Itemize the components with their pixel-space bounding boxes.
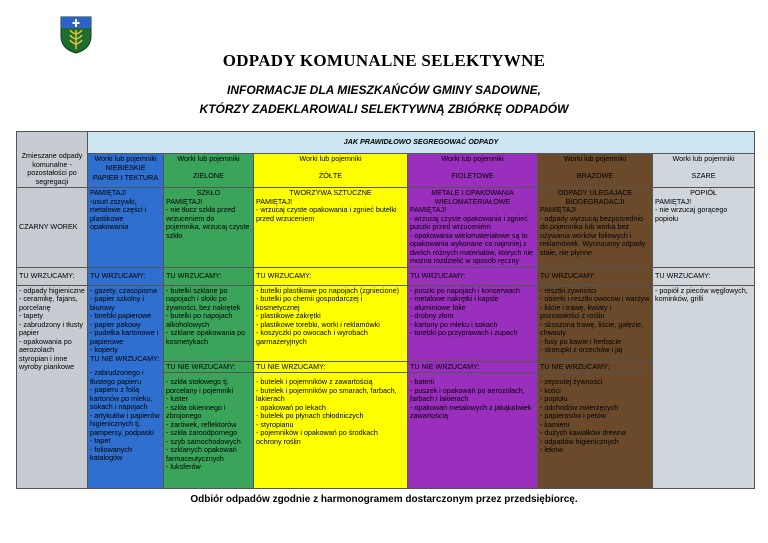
material-label: POPIÓŁ [690, 188, 717, 197]
warning-gray [653, 188, 755, 268]
items-list: - puszki po napojach i konserwach - metalowe nakrętki i kapsle - aluminiowe folie - drobny złom - kartony po mleku i sokach - torebki po przyprawach i zupach [410, 285, 520, 337]
bin-color-label: BRĄZOWE [576, 170, 614, 180]
not-throw-label: TU NIE WRZUCAMY: [408, 361, 537, 373]
bin-violet [408, 154, 538, 188]
warning-text: PAMIĘTAJ! - odpady wyrzucaj bezpośrednio do pojemnika lub worka bez używania worków foliowych i reklamówek. Wyrzucamy odpady stałe, nie płynne [540, 205, 646, 257]
material-label: PAPIER I TEKTURA [92, 173, 159, 182]
items-blue [88, 285, 164, 488]
mixed-items: - odpady higieniczne - ceramikę, fajans, porcelanę - tapety - zabrudzony i tłusty papier - opakowania po aerozolach styropian i inne wyroby piankowe [17, 285, 88, 488]
bin-gray [653, 154, 755, 188]
not-throw-label: TU NIE WRZUCAMY: [538, 361, 652, 373]
material-label: SZKŁO [196, 188, 221, 197]
bin-brown [538, 154, 653, 188]
bin-label: Worki lub pojemniki [672, 154, 735, 163]
footer-note: Odbiór odpadów zgodnie z harmonogramem dostarczonym przez przedsiębiorcę. [190, 494, 578, 505]
warning-text: PAMIĘTAJ! - wrzucaj czyste opakowania i zgnieć puszki przed wrzuceniem - opakowania wielomateriałowe są to opakowania wykonane co najmniej z dwóch różnych materiałów, których nie można rozdzielić w sposób ręczny [410, 205, 534, 265]
page-subtitle-line2: KTÓRZY ZADEKLAROWALI SELEKTYWNĄ ZBIÓRKĘ ODPADÓW [199, 102, 569, 116]
items-yellow [254, 285, 408, 488]
warning-text: PAMIĘTAJ! - wrzucaj czyste opakowania i zgnieć butelki przed wrzuceniem [256, 196, 397, 223]
not-throw-label: TU NIE WRZUCAMY: [254, 361, 407, 373]
not-items-list: - szkła stołowego tj. porcelany i pojemniki - luster - szkła okiennego i zbrojonego - żarówek, reflektorów - szkła żaroodpornego - szyb samochodowych - szklanych opakowań farmaceutycznych - luksferów [164, 372, 253, 472]
warning-blue: PAMIĘTAJ! -usuń zszywki, metalowe części i plastikowe opakowania [88, 188, 164, 268]
items-list: - butelki plastikowe po napojach (zgniecione) - butelki po chemii gospodarczej i kosmetycznej - plastikowe zakrętki - plastikowe torebki, worki i reklamówki - koszyczki po owocach i wyrobach garmażeryjnych [256, 285, 400, 346]
page-subtitle-line1: INFORMACJE DLA MIESZKAŃCÓW GMINY SADOWNE, [227, 83, 541, 97]
table-heading: JAK PRAWIDŁOWO SEGREGOWAĆ ODPADY [88, 132, 755, 154]
mixed-bin-label: CZARNY WOREK [17, 188, 88, 268]
bin-label: Worki lub pojemniki [177, 154, 240, 163]
items-green [164, 285, 254, 488]
warning-green [164, 188, 254, 268]
warning-yellow [254, 188, 408, 268]
we-throw-blue: TU WRZUCAMY: [88, 267, 164, 285]
we-throw-yellow: TU WRZUCAMY: [254, 267, 408, 285]
not-items-list: - zabrudzonego i tłustego papieru - papieru z folią kartonów po mleku, sokach i napojach - artykułów i papierów higienicznych tj. pampersy, podpaski - tapet - foliowanych katalogów [90, 368, 160, 462]
bin-label: Worki lub pojemniki [441, 154, 504, 163]
page-title: ODPADY KOMUNALNE SELEKTYWNE [222, 51, 546, 70]
we-throw-violet: TU WRZUCAMY: [408, 267, 538, 285]
items-list: - butelki szklane po napojach i słoiki po żywności, bez nakrętek - butelki po napojach alkoholowych - szklane opakowania po kosmetykach [166, 285, 246, 346]
warning-text: PAMIĘTAJ! - nie tłucz szkła przed wrzuceniem do pojemnika, wrzucaj czyste szkło [166, 196, 250, 240]
items-list: - resztki żywności - obierki i resztki owoców i warzyw - liście i trawę, kwiaty i pozostałości z roślin - skoszoną trawę, liście, gałęzie, chwasty - fusy po kawie i herbacie - skorupki z orzechów i jaj [540, 285, 650, 354]
material-label: METALE I OPAKOWANIA WIELOMATERIAŁOWE [431, 188, 514, 206]
mixed-waste-title: Zmieszane odpady komunalne - pozostałości po segregacji [17, 132, 88, 188]
items-list: - popiół z pieców węglowych, kominków, grilli [655, 285, 748, 303]
items-violet [408, 285, 538, 488]
warning-text: PAMIĘTAJ! - nie wrzucaj gorącego popiołu [655, 196, 728, 223]
not-items-list: - baterii - puszek i opakowań po aerozolach, farbach i lakierach - opakowań metalowych z jakąkolwiek zawartością [408, 372, 537, 421]
mixed-we-throw: TU WRZUCAMY: [17, 267, 88, 285]
warning-brown [538, 188, 653, 268]
bin-color-label: ZIELONE [193, 170, 224, 180]
bin-blue [88, 154, 164, 188]
not-items-list: - zepsutej żywności - kości - popiołu - odchodów zwierzęcych - papierosów i petów - kamieni - dużych kawałków drewna - odpadów higienicznych - leków [538, 372, 652, 455]
waste-sorting-table [16, 131, 755, 489]
bin-green [164, 154, 254, 188]
bin-yellow [254, 154, 408, 188]
bin-label: Worki lub pojemniki [563, 154, 627, 163]
we-throw-gray: TU WRZUCAMY: [653, 267, 755, 285]
material-label: TWORZYWA SZTUCZNE [289, 188, 372, 197]
gmina-coat-of-arms-icon [60, 16, 92, 54]
items-list: - gazety, czasopisma - papier szkolny i biurowy - torebki papierowe - papier pakowy - pudełka kartonowe i papierowe - koperty [90, 285, 159, 354]
we-throw-brown: TU WRZUCAMY: [538, 267, 653, 285]
warning-violet [408, 188, 538, 268]
bin-color-label: FIOLETOWE [451, 170, 494, 180]
material-label: ODPADY ULEGAJĄCE BIODEGRADACJI [557, 188, 633, 206]
we-throw-green: TU WRZUCAMY: [164, 267, 254, 285]
not-items-list: - butelek i pojemników z zawartością - butelek i pojemników po smarach, farbach, lakierach - opakowań po lekach - butelek po płynach chłodniczych - styropianu - pojemników i opakowań po środkach ochrony roślin [254, 372, 407, 446]
bin-color-label: SZARE [691, 170, 716, 180]
not-throw-label: TU NIE WRZUCAMY: [164, 361, 253, 373]
items-brown [538, 285, 653, 488]
not-throw-label: TU NIE WRZUCAMY: [90, 353, 160, 363]
bin-label: Worki lub pojemniki NIEBIESKIE [94, 154, 157, 172]
items-gray [653, 285, 755, 488]
bin-color-label: ŻÓŁTE [318, 170, 343, 180]
bin-label: Worki lub pojemniki [299, 154, 362, 163]
